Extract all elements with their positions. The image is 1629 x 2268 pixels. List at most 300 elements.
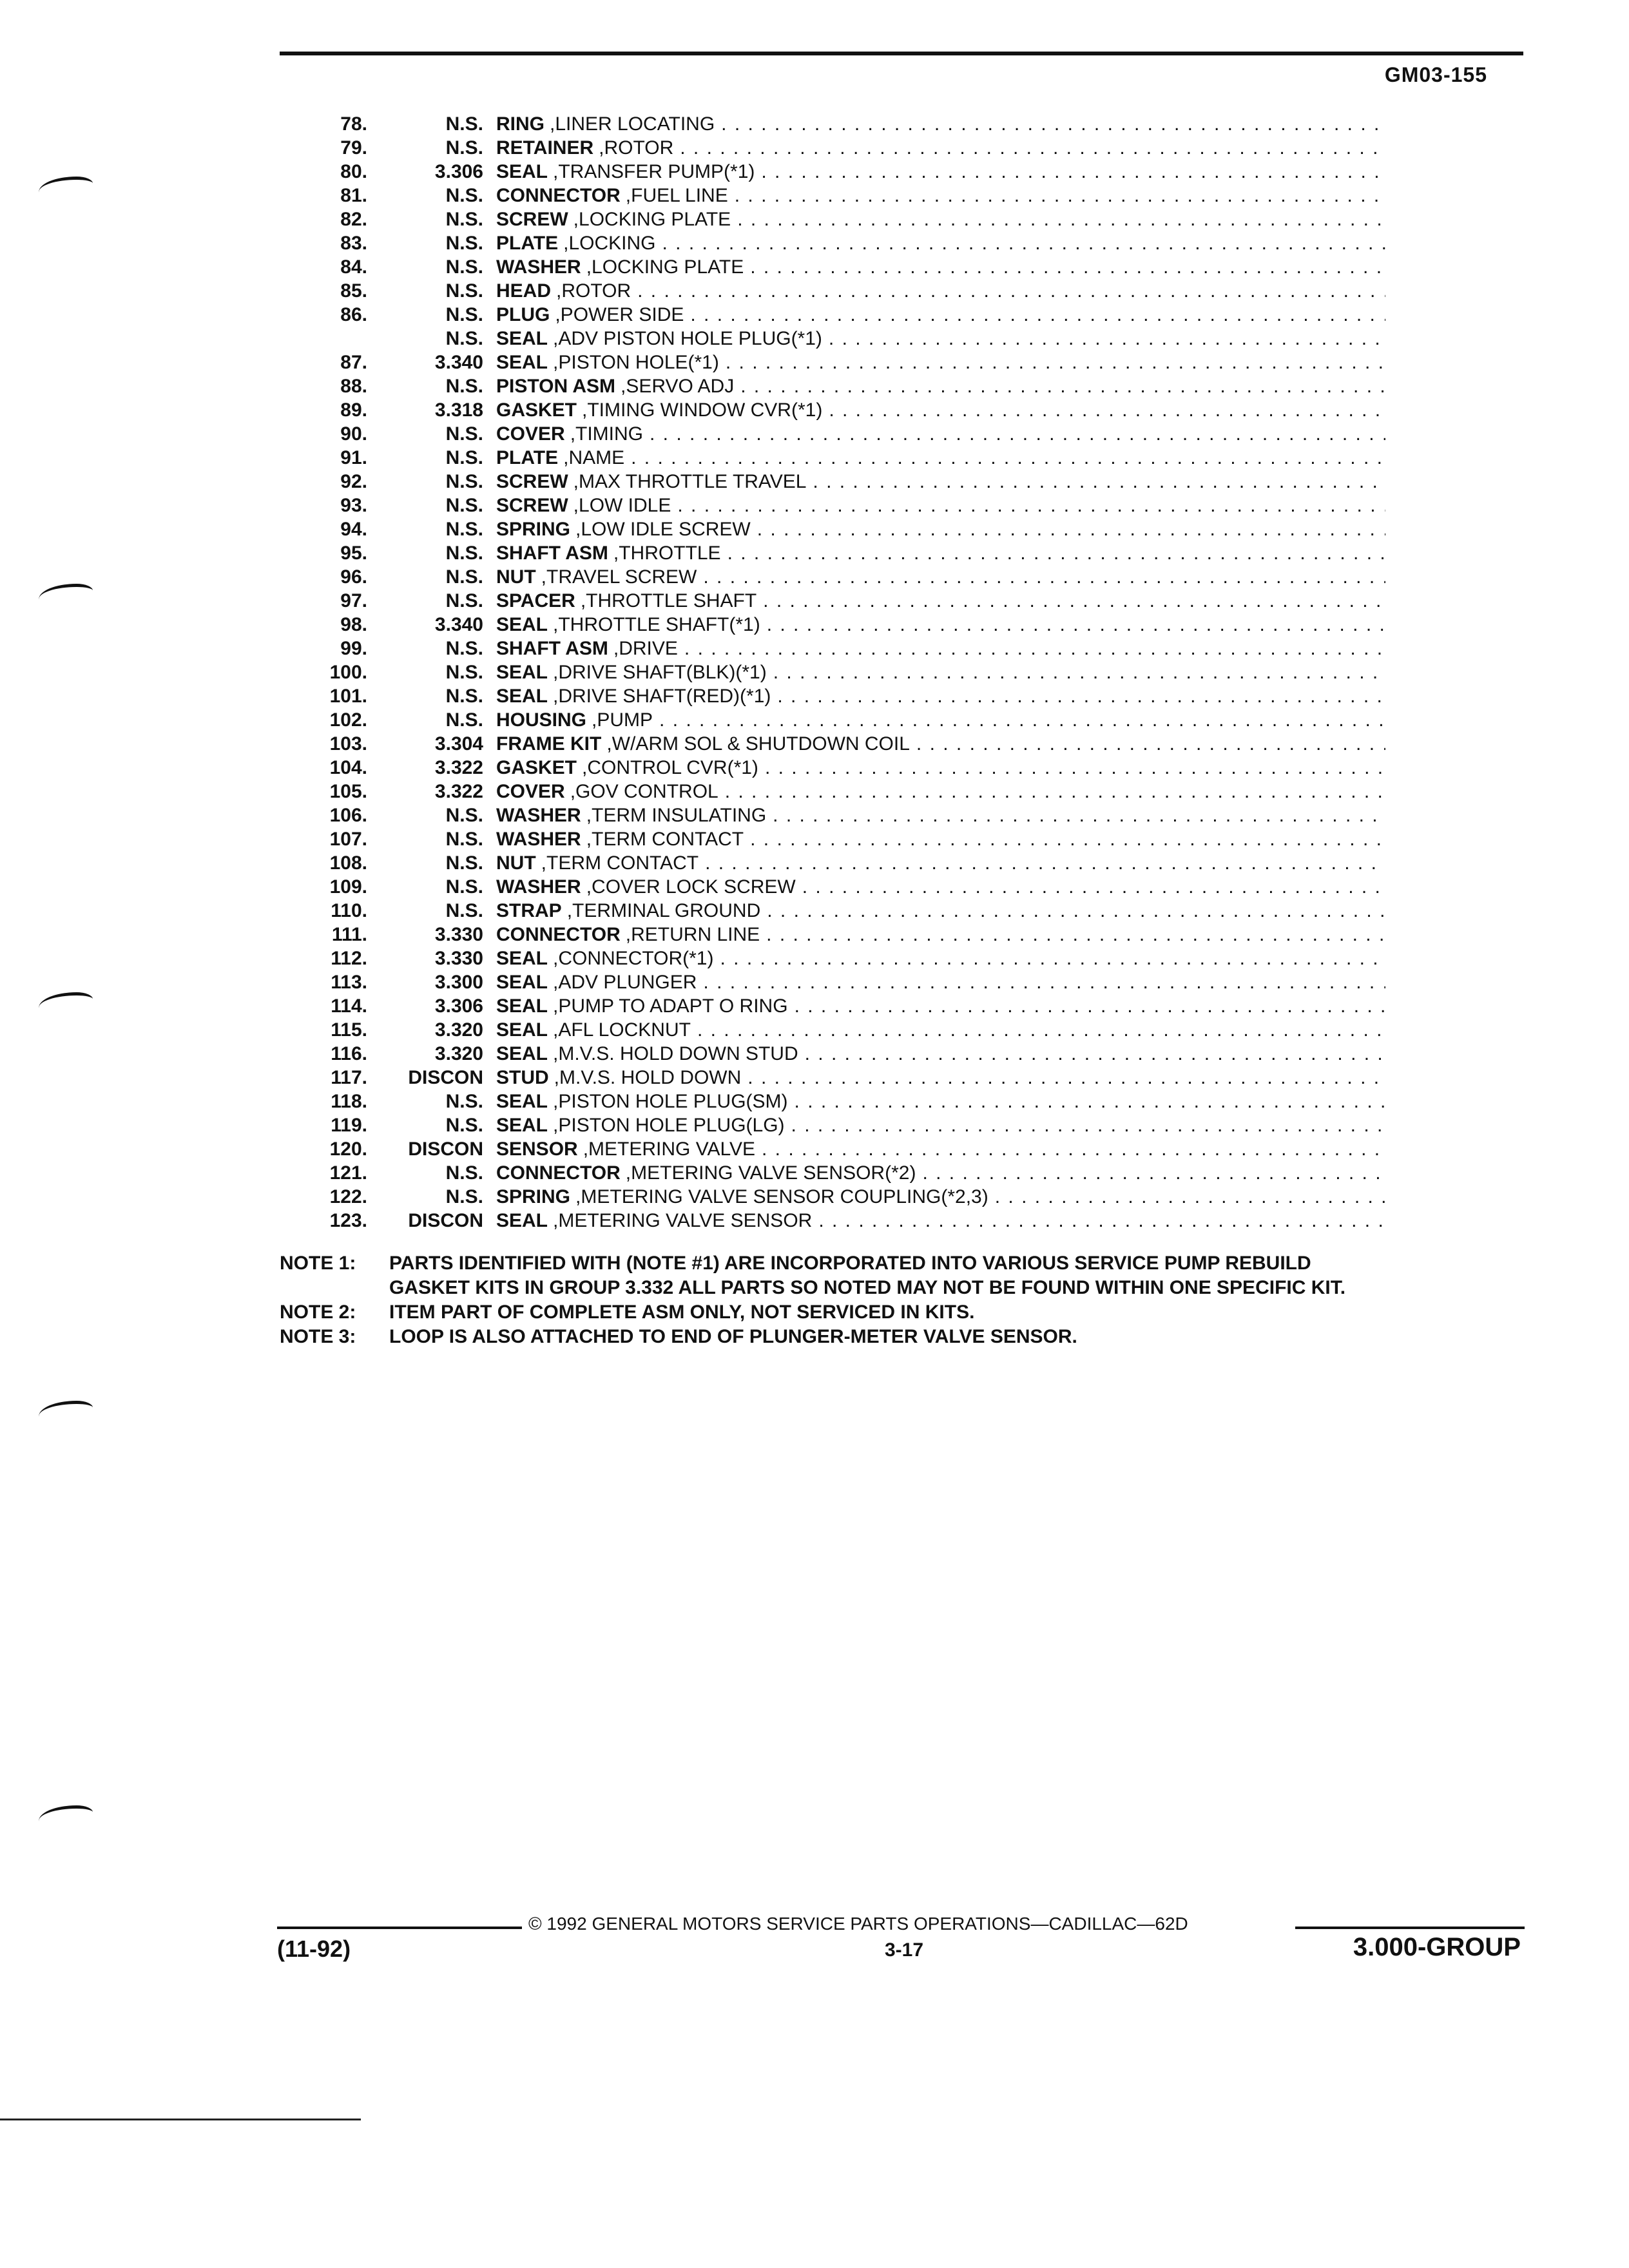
dot-leader [684,637,1385,660]
dot-leader [766,923,1385,947]
parts-list [277,112,1385,1233]
part-modifier: ,METERING VALVE SENSOR COUPLING(*2,3) [575,1186,988,1207]
part-description [496,470,1385,494]
part-group-code: 3.306 [434,161,483,182]
note-label: NOTE 2: [280,1302,356,1323]
part-group-code: 3.340 [434,614,483,635]
part-description [496,446,1385,470]
part-group-code: N.S. [445,1162,483,1184]
part-row [277,136,1385,160]
part-noun: COVER [496,423,565,445]
dot-leader [728,541,1385,565]
part-item-number: 117. [331,1067,367,1088]
part-item-number: 110. [331,900,367,921]
part-modifier: ,THROTTLE SHAFT(*1) [553,614,760,635]
part-row [277,613,1385,637]
part-noun: SCREW [496,209,568,230]
part-modifier: ,RETURN LINE [625,924,760,945]
notes-section [280,1251,1543,1349]
dot-leader [761,160,1385,184]
part-row [277,947,1385,970]
part-group-code: N.S. [445,829,483,850]
document-code: GM03-155 [1384,63,1487,86]
part-row [277,732,1385,756]
part-description [496,541,1385,565]
part-modifier: ,THROTTLE [613,543,721,564]
dot-leader [735,184,1385,207]
part-noun: SPACER [496,590,575,611]
part-modifier: ,ROTOR [599,137,674,159]
part-item-number: 102. [329,709,367,731]
dot-leader [765,756,1385,780]
dot-leader [916,732,1385,756]
part-item-number: 91. [340,447,367,468]
part-description [496,327,1385,351]
part-group-code: N.S. [445,233,483,254]
part-row [277,470,1385,494]
part-row [277,351,1385,374]
part-modifier: ,PUMP [592,709,653,731]
part-modifier: ,FUEL LINE [625,185,728,206]
part-description [496,374,1385,398]
part-group-code: N.S. [445,185,483,206]
binder-hole-mark [39,992,93,1015]
footer-rule-left [277,1927,522,1929]
part-row [277,184,1385,207]
part-row [277,374,1385,398]
part-noun: NUT [496,852,536,874]
part-group-code: N.S. [445,328,483,349]
part-noun: RING [496,113,545,135]
part-description [496,207,1385,231]
part-description [496,1042,1385,1066]
part-description [496,780,1385,803]
part-item-number: 92. [340,471,367,492]
part-description [496,1137,1385,1161]
part-modifier: ,METERING VALVE [583,1139,755,1160]
part-modifier: ,METERING VALVE SENSOR(*2) [625,1162,916,1184]
part-description [496,351,1385,374]
part-item-number: 99. [340,638,367,659]
part-modifier: ,TRANSFER PUMP(*1) [553,161,755,182]
dot-leader [659,708,1385,732]
part-noun: SHAFT ASM [496,638,608,659]
part-item-number: 78. [340,113,367,135]
part-noun: SEAL [496,1115,548,1136]
part-noun: SCREW [496,495,568,516]
part-group-code: N.S. [445,209,483,230]
part-group-code: 3.318 [434,399,483,421]
part-group-code: 3.320 [434,1043,483,1064]
part-row [277,780,1385,803]
part-item-number: 85. [340,280,367,302]
part-modifier: ,DRIVE SHAFT(RED)(*1) [553,686,771,707]
dot-leader [818,1209,1385,1233]
part-item-number: 107. [329,829,367,850]
part-row [277,660,1385,684]
footer-group: 3.000-GROUP [1353,1933,1521,1961]
part-row [277,565,1385,589]
part-modifier: ,PISTON HOLE PLUG(LG) [553,1115,785,1136]
part-noun: SEAL [496,1210,548,1231]
part-noun: NUT [496,566,536,588]
part-group-code: DISCON [408,1139,483,1160]
dot-leader [680,136,1385,160]
part-modifier: ,METERING VALVE SENSOR [553,1210,813,1231]
part-row [277,637,1385,660]
part-item-number: 82. [340,209,367,230]
part-group-code: N.S. [445,638,483,659]
binder-hole-mark [39,177,93,199]
part-row [277,756,1385,780]
dot-leader [762,1137,1385,1161]
part-item-number: 119. [331,1115,367,1136]
part-noun: COVER [496,781,565,802]
dot-leader [677,494,1385,517]
part-row [277,327,1385,351]
part-group-code: 3.330 [434,924,483,945]
part-group-code: N.S. [445,256,483,278]
part-row [277,422,1385,446]
part-modifier: ,COVER LOCK SCREW [586,876,796,898]
part-group-code: N.S. [445,876,483,898]
part-group-code: N.S. [445,137,483,159]
binder-hole-mark [39,1805,93,1828]
part-group-code: N.S. [445,1091,483,1112]
dot-leader [662,231,1385,255]
part-description [496,398,1385,422]
part-noun: GASKET [496,757,577,778]
dot-leader [637,279,1385,303]
part-item-number: 103. [329,733,367,754]
part-description [496,184,1385,207]
part-noun: HEAD [496,280,552,302]
dot-leader [721,112,1385,136]
part-group-code: 3.320 [434,1019,483,1041]
note-label: NOTE 3: [280,1326,356,1347]
part-group-code: N.S. [445,686,483,707]
part-row [277,303,1385,327]
note-line [280,1276,1543,1300]
part-item-number: 89. [340,399,367,421]
part-description [496,1066,1385,1090]
part-description [496,1161,1385,1185]
part-modifier: ,LOW IDLE [573,495,671,516]
part-row [277,541,1385,565]
footer-copyright: © 1992 GENERAL MOTORS SERVICE PARTS OPERATIONS—CADILLAC—62D [528,1914,1188,1934]
part-item-number: 96. [340,566,367,588]
part-modifier: ,TERMINAL GROUND [566,900,761,921]
part-modifier: ,PUMP TO ADAPT O RING [553,995,788,1017]
part-row [277,1137,1385,1161]
part-row [277,398,1385,422]
part-modifier: ,TIMING [570,423,644,445]
part-item-number: 98. [340,614,367,635]
part-noun: PISTON ASM [496,376,616,397]
part-modifier: ,THROTTLE SHAFT [580,590,757,611]
part-item-number: 87. [340,352,367,373]
part-noun: SPRING [496,1186,571,1207]
part-modifier: ,LOCKING [563,233,656,254]
part-row [277,207,1385,231]
part-description [496,494,1385,517]
part-description [496,565,1385,589]
part-item-number: 113. [331,972,367,993]
part-noun: RETAINER [496,137,594,159]
part-description [496,160,1385,184]
dot-leader [631,446,1385,470]
part-row [277,589,1385,613]
part-description [496,1113,1385,1137]
part-noun: FRAME KIT [496,733,602,754]
part-item-number: 115. [331,1019,367,1041]
part-item-number: 116. [331,1043,367,1064]
part-noun: PLATE [496,447,559,468]
dot-leader [697,1018,1385,1042]
part-noun: CONNECTOR [496,924,621,945]
part-modifier: ,TERM CONTACT [586,829,744,850]
part-modifier: ,POWER SIDE [555,304,684,325]
part-description [496,923,1385,947]
part-description [496,1209,1385,1233]
part-description [496,732,1385,756]
part-row [277,1209,1385,1233]
dot-leader [995,1185,1385,1209]
dot-leader [720,947,1385,970]
part-item-number: 105. [329,781,367,802]
part-group-code: N.S. [445,280,483,302]
part-description [496,517,1385,541]
part-description [496,279,1385,303]
part-item-number: 120. [329,1139,367,1160]
part-noun: SEAL [496,1043,548,1064]
dot-leader [791,1113,1385,1137]
page-number: 3-17 [885,1939,924,1961]
part-item-number: 114. [331,995,367,1017]
part-modifier: ,CONTROL CVR(*1) [582,757,758,778]
part-noun: SEAL [496,995,548,1017]
part-item-number: 95. [340,543,367,564]
part-group-code: 3.330 [434,948,483,969]
part-item-number: 88. [340,376,367,397]
part-modifier: ,PISTON HOLE(*1) [553,352,719,373]
binder-hole-mark [39,1401,93,1423]
header-rule [280,52,1523,55]
part-group-code: N.S. [445,662,483,683]
part-noun: SEAL [496,948,548,969]
part-description [496,1090,1385,1113]
part-modifier: ,LINER LOCATING [550,113,715,135]
part-noun: CONNECTOR [496,185,621,206]
part-item-number: 121. [329,1162,367,1184]
dot-leader [767,899,1385,923]
dot-leader [750,827,1385,851]
part-row [277,1185,1385,1209]
part-row [277,160,1385,184]
part-description [496,827,1385,851]
part-item-number: 84. [340,256,367,278]
part-noun: SEAL [496,972,548,993]
binder-hole-mark [39,584,93,606]
part-row [277,899,1385,923]
part-noun: SPRING [496,519,571,540]
part-item-number: 106. [329,805,367,826]
part-noun: WASHER [496,256,581,278]
dot-leader [763,589,1385,613]
part-description [496,756,1385,780]
part-description [496,994,1385,1018]
dot-leader [773,803,1385,827]
part-row [277,446,1385,470]
part-modifier: ,ADV PLUNGER [553,972,697,993]
part-noun: SHAFT ASM [496,543,608,564]
part-row [277,1042,1385,1066]
dot-leader [737,207,1385,231]
part-group-code: N.S. [445,495,483,516]
part-group-code: N.S. [445,423,483,445]
part-description [496,255,1385,279]
part-row [277,494,1385,517]
part-description [496,637,1385,660]
part-modifier: ,ADV PISTON HOLE PLUG(*1) [553,328,822,349]
part-noun: SEAL [496,328,548,349]
part-group-code: N.S. [445,304,483,325]
part-modifier: ,GOV CONTROL [570,781,718,802]
part-item-number: 104. [329,757,367,778]
part-description [496,1185,1385,1209]
part-description [496,660,1385,684]
note-text: PARTS IDENTIFIED WITH (NOTE #1) ARE INCORPORATED INTO VARIOUS SERVICE PUMP REBUILD [389,1253,1311,1274]
part-row [277,851,1385,875]
part-description [496,851,1385,875]
part-row [277,970,1385,994]
part-noun: SEAL [496,1019,548,1041]
dot-leader [703,565,1385,589]
part-item-number: 111. [331,924,367,945]
part-description [496,136,1385,160]
dot-leader [703,970,1385,994]
note-line [280,1300,1543,1325]
part-noun: WASHER [496,876,581,898]
dot-leader [725,780,1385,803]
part-modifier: ,W/ARM SOL & SHUTDOWN COIL [606,733,910,754]
part-row [277,1161,1385,1185]
footer-date: (11-92) [277,1936,351,1962]
part-noun: SCREW [496,471,568,492]
part-description [496,422,1385,446]
part-group-code: 3.300 [434,972,483,993]
part-group-code: N.S. [445,590,483,611]
part-group-code: DISCON [408,1067,483,1088]
part-modifier: ,DRIVE SHAFT(BLK)(*1) [553,662,767,683]
part-noun: WASHER [496,805,581,826]
part-noun: CONNECTOR [496,1162,621,1184]
dot-leader [922,1161,1385,1185]
part-row [277,1113,1385,1137]
part-item-number: 94. [340,519,367,540]
part-noun: HOUSING [496,709,587,731]
part-description [496,303,1385,327]
part-group-code: N.S. [445,1186,483,1207]
dot-leader [795,994,1385,1018]
dot-leader [650,422,1385,446]
part-group-code: DISCON [408,1210,483,1231]
part-group-code: 3.340 [434,352,483,373]
part-row [277,803,1385,827]
part-modifier: ,DRIVE [613,638,678,659]
dot-leader [813,470,1385,494]
dot-leader [802,875,1385,899]
part-description [496,231,1385,255]
part-description [496,684,1385,708]
dot-leader [750,255,1385,279]
part-noun: SEAL [496,686,548,707]
part-noun: SENSOR [496,1139,578,1160]
part-item-number: 79. [340,137,367,159]
part-row [277,684,1385,708]
note-text: ITEM PART OF COMPLETE ASM ONLY, NOT SERVICED IN KITS. [389,1302,975,1323]
note-line [280,1325,1543,1349]
part-noun: PLUG [496,304,550,325]
note-line [280,1251,1543,1276]
part-group-code: N.S. [445,852,483,874]
part-noun: WASHER [496,829,581,850]
part-item-number: 80. [340,161,367,182]
part-row [277,875,1385,899]
part-row [277,279,1385,303]
footer-rule-right [1295,1927,1525,1929]
part-noun: GASKET [496,399,577,421]
part-noun: PLATE [496,233,559,254]
part-row [277,827,1385,851]
part-noun: SEAL [496,161,548,182]
part-modifier: ,MAX THROTTLE TRAVEL [573,471,807,492]
part-description [496,708,1385,732]
part-modifier: ,LOW IDLE SCREW [575,519,751,540]
part-modifier: ,LOCKING PLATE [586,256,744,278]
note-text: GASKET KITS IN GROUP 3.332 ALL PARTS SO NOTED MAY NOT BE FOUND WITHIN ONE SPECIFIC KIT. [389,1277,1346,1298]
part-item-number: 109. [329,876,367,898]
part-description [496,589,1385,613]
part-modifier: ,TERM INSULATING [586,805,767,826]
part-description [496,947,1385,970]
part-item-number: 100. [329,662,367,683]
part-modifier: ,CONNECTOR(*1) [553,948,714,969]
part-group-code: N.S. [445,805,483,826]
part-group-code: N.S. [445,471,483,492]
part-description [496,613,1385,637]
part-group-code: 3.322 [434,757,483,778]
dot-leader [829,398,1385,422]
part-group-code: 3.304 [434,733,483,754]
part-modifier: ,M.V.S. HOLD DOWN STUD [553,1043,798,1064]
part-group-code: N.S. [445,900,483,921]
part-group-code: 3.306 [434,995,483,1017]
part-noun: SEAL [496,614,548,635]
part-modifier: ,M.V.S. HOLD DOWN [554,1067,742,1088]
part-noun: SEAL [496,352,548,373]
note-text: LOOP IS ALSO ATTACHED TO END OF PLUNGER-METER VALVE SENSOR. [389,1326,1077,1347]
dot-leader [795,1090,1385,1113]
part-group-code: 3.322 [434,781,483,802]
part-item-number: 122. [329,1186,367,1207]
part-row [277,517,1385,541]
part-row [277,112,1385,136]
part-description [496,1018,1385,1042]
dot-leader [767,613,1385,637]
part-description [496,899,1385,923]
part-row [277,994,1385,1018]
